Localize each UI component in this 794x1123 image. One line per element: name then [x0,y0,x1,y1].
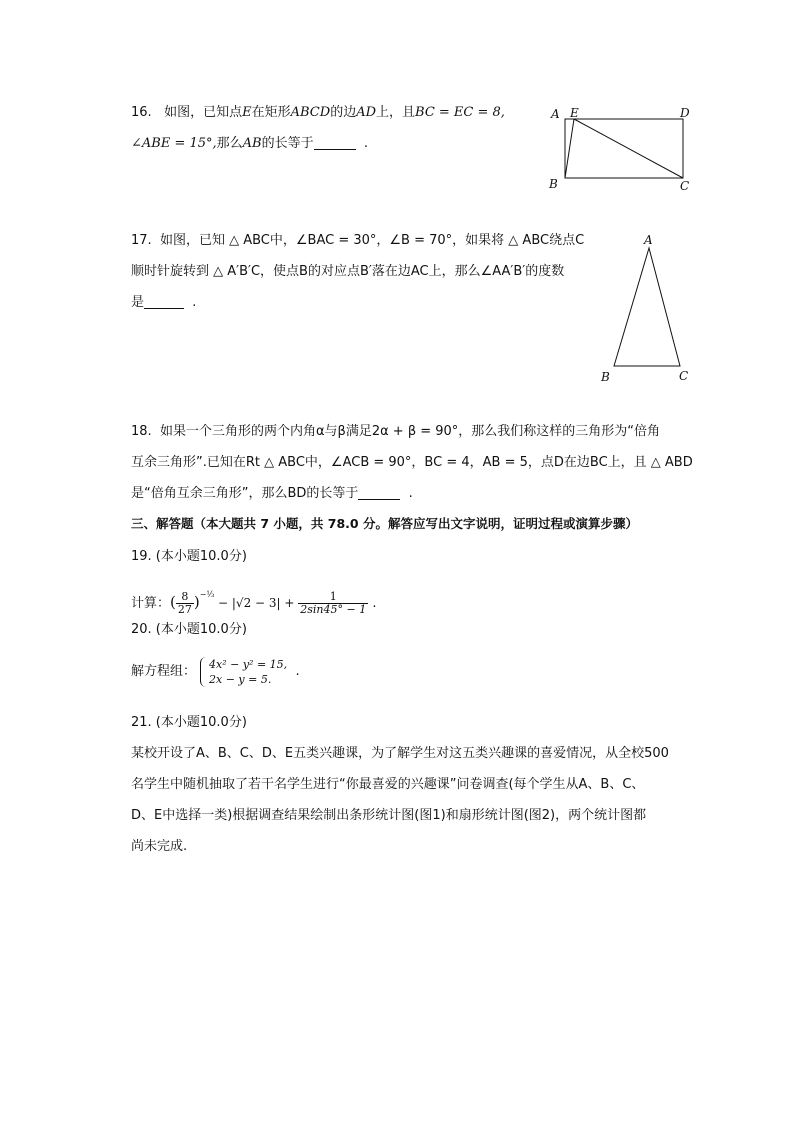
q17-line3: 是 . [131,295,197,310]
label-c: C [680,179,690,193]
q17-figure-triangle [596,230,696,390]
q18-line1: 18. 如果一个三角形的两个内角α与β满足2α + β = 90°，那么我们称这样的三角形为“倍角 [131,424,661,439]
q19-expression: 计算：( $\frac{8}{27}$ )$^{-\frac{1}{3}}$ − |√2 − 3| + $\frac{1}{2\sin 45^\circ - 1}$ . [131,590,377,616]
q21-header: 21. (本小题10.0分) [131,715,247,730]
label-a: A [644,233,653,247]
q16-line2: ∠ABE = 15°,那么AB的长等于 . [131,136,369,151]
fraction-1-over: $\frac{1}{2\sin 45^\circ - 1}$ [300,590,367,616]
label-d: D [680,106,690,120]
segment-ec [574,119,683,178]
q21-line3: D、E中选择一类)根据调查结果绘制出条形统计图(图1)和扇形统计图(图2)，两个统计图都 [131,808,647,823]
section-title: 三、解答题（本大题共 7 小题，共 78.0 分。解答应写出文字说明，证明过程或演算步骤） [131,516,638,531]
q20-system: 解方程组： 4x² − y² = 15, 2x − y = 5. . [131,657,300,686]
q21-line2: 名学生中随机抽取了若干名学生进行“你最喜爱的兴趣课”问卷调查(每个学生从A、B、C、 [131,777,645,792]
q20-header: 20. (本小题10.0分) [131,622,247,637]
q21-line4: 尚未完成. [131,839,188,854]
label-e: E [570,106,579,120]
segment-be [565,119,574,178]
answer-blank[interactable] [358,485,400,500]
q18-line3: 是“倍角互余三角形”，那么BD的长等于 . [131,486,413,501]
answer-blank[interactable] [144,294,184,309]
q17-line1: 17. 如图，已知 △ ABC中，∠BAC = 30°，∠B = 70°，如果将 △ ABC绕点C [131,233,585,248]
answer-blank[interactable] [314,135,356,150]
triangle-abc [614,248,680,366]
equation-system: 4x² − y² = 15, 2x − y = 5. [200,657,287,687]
rectangle-abcd [565,119,683,178]
q18-line2: 互余三角形”.已知在Rt △ ABC中，∠ACB = 90°，BC = 4，AB = 5，点D在边BC上，且 △ ABD [131,455,693,470]
q16-number: 16. [131,105,152,120]
label-b: B [549,177,558,191]
q21-line1: 某校开设了A、B、C、D、E五类兴趣课，为了解学生对这五类兴趣课的喜爱情况，从全校500 [131,746,669,761]
fraction-8-27: $\frac{8}{27}$ [177,590,192,616]
q16-figure-rectangle [545,104,695,196]
q19-header: 19. (本小题10.0分) [131,549,247,564]
label-c: C [679,369,689,383]
label-a: A [551,107,560,121]
q16-line1: 16. 如图，已知点E在矩形ABCD的边AD上，且BC = EC = 8, [131,105,505,120]
label-b: B [601,370,610,384]
q17-line2: 顺时针旋转到 △ A′B′C，使点B的对应点B′落在边AC上，那么∠AA′B′的度数 [131,264,565,279]
